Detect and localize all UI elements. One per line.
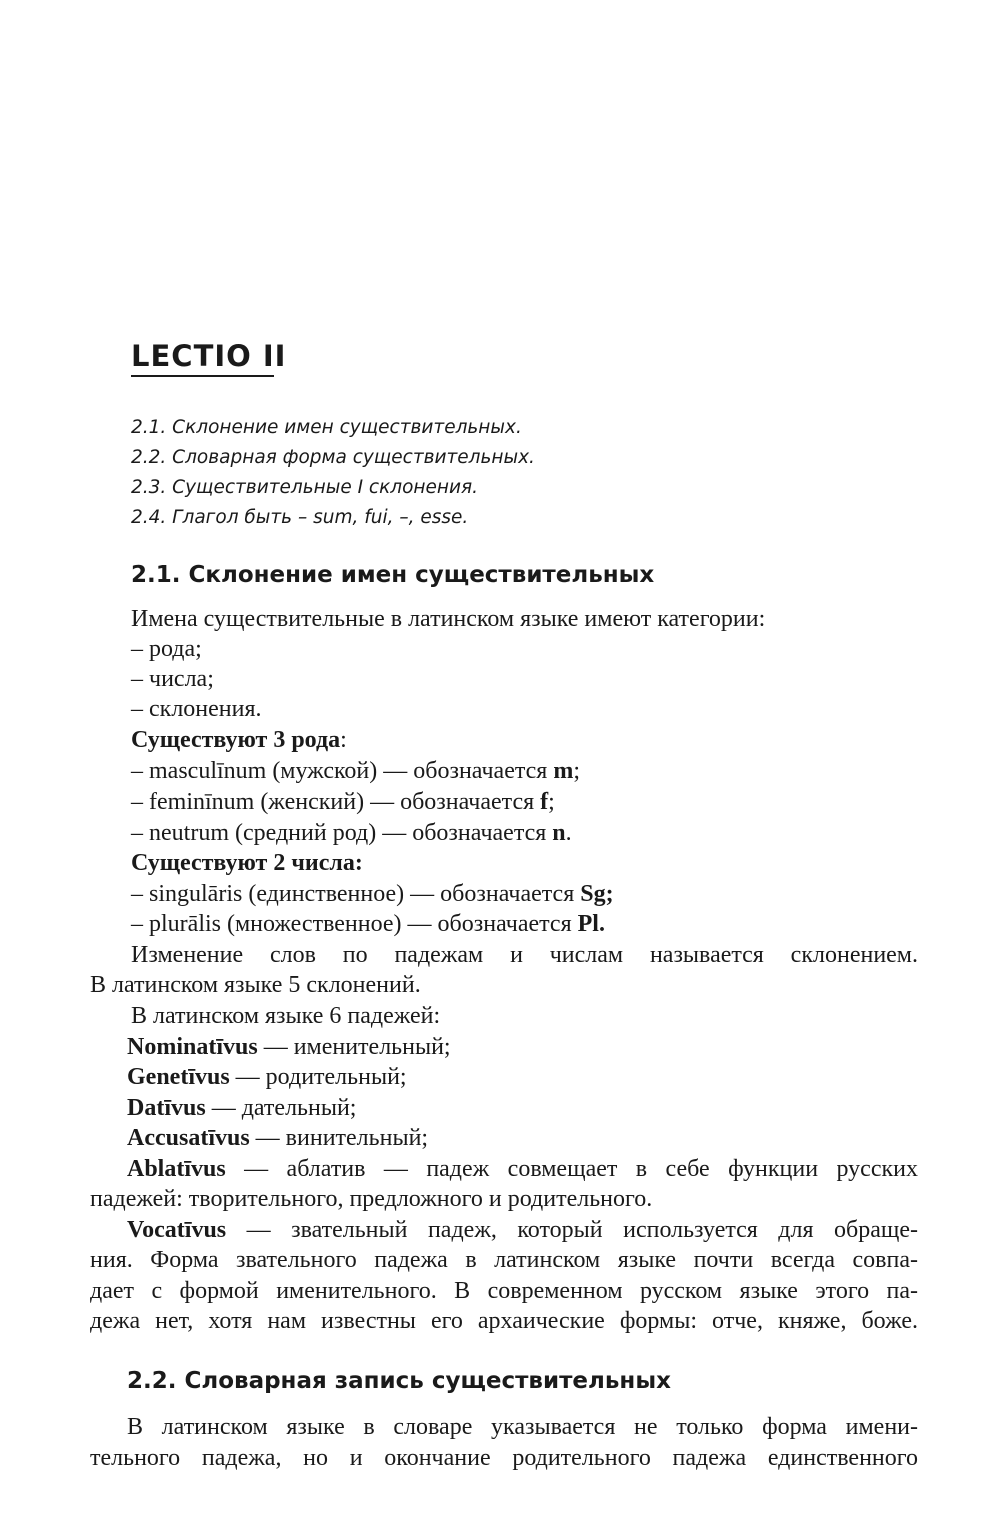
case-item [127,1093,356,1123]
gender-item [131,818,572,848]
gender-text: feminīnum (женский) — обозначается [149,789,541,815]
declension-text: Изменение слов по падежам и числам называется склонением. [131,942,918,968]
gender-abbr: f [540,789,549,815]
genders-title: Существуют 3 рода [131,727,341,753]
gender-abbr: m [553,758,574,784]
case-desc: — именительный; [257,1034,451,1060]
case-desc: — дательный; [205,1095,357,1121]
toc-item: 2.2. Словарная форма существительных. [131,447,535,468]
genders-title-line [131,725,347,755]
list-dash: – [131,911,149,937]
case-name: Nominatīvus [127,1034,258,1060]
case-item [127,1032,451,1062]
gender-item [131,787,555,817]
declension-text: В латинском языке 5 склонений. [90,972,421,998]
numbers-title: Существуют 2 числа: [131,850,363,876]
gender-text: masculīnum (мужской) — обозначается [149,758,554,784]
vocativus-text: дает с формой именительного. В современном русском языке этого па- [90,1278,918,1304]
case-item [127,1062,407,1092]
category-item: – рода; [131,636,202,662]
ablativus-text: падежей: творительного, предложного и родительного. [90,1186,653,1212]
category-item: – числа; [131,666,214,692]
section-heading-2-2: 2.2. Словарная запись существительных [127,1368,671,1394]
case-desc: — родительный; [229,1064,407,1090]
case-name: Vocatīvus [127,1217,227,1243]
gender-abbr: n [552,820,566,846]
number-text: singulāris (единственное) — обозначается [149,881,581,907]
title-underline [131,375,274,377]
toc-item: 2.1. Склонение имен существительных. [131,417,522,438]
cases-intro: В латинском языке 6 падежей: [131,1003,441,1029]
toc-item: 2.3. Существительные I склонения. [131,477,479,498]
vocativus-text: дежа нет, хотя нам известны его архаические формы: отче, княже, боже. [90,1308,918,1334]
number-abbr: Pl. [577,911,605,937]
list-dash: – [131,820,149,846]
list-dash: – [131,789,149,815]
case-name: Accusatīvus [127,1125,250,1151]
toc-item: 2.4. Глагол быть – sum, fui, –, esse. [131,507,469,528]
number-text: plurālis (множественное) — обозначается [149,911,578,937]
vocativus-text: ния. Форма звательного падежа в латинском языке почти всегда совпа- [90,1247,918,1273]
list-dash: – [131,758,149,784]
case-desc: — аблатив — падеж совмещает в себе функции русских [225,1156,918,1182]
list-dash: – [131,881,149,907]
number-item [131,909,605,939]
case-name: Genetīvus [127,1064,230,1090]
number-abbr: Sg; [580,881,614,907]
lesson-contents [131,413,535,533]
section-heading-2-1: 2.1. Склонение имен существительных [131,562,655,588]
categories-intro: Имена существительные в латинском языке имеют категории: [131,606,766,632]
case-desc: — винительный; [249,1125,429,1151]
case-name: Ablatīvus [127,1156,226,1182]
case-name: Datīvus [127,1095,206,1121]
category-item: – склонения. [131,696,262,722]
number-item [131,879,614,909]
gender-text: neutrum (средний род) — обозначается [149,820,553,846]
lectio-title: LECTIO II [131,339,287,373]
gender-end: ; [548,789,555,815]
dictionary-text: В латинском языке в словаре указывается не только форма имени- [127,1414,918,1440]
gender-item [131,756,580,786]
ablativus-text [127,1154,918,1184]
genders-colon: : [340,727,347,753]
case-desc: — звательный падеж, который используется для обраще- [226,1217,918,1243]
vocativus-text [127,1215,918,1245]
gender-end: ; [573,758,581,784]
dictionary-text: тельного падежа, но и окончание родительного падежа единственного [90,1445,918,1471]
case-item [127,1123,428,1153]
gender-end: . [565,820,572,846]
